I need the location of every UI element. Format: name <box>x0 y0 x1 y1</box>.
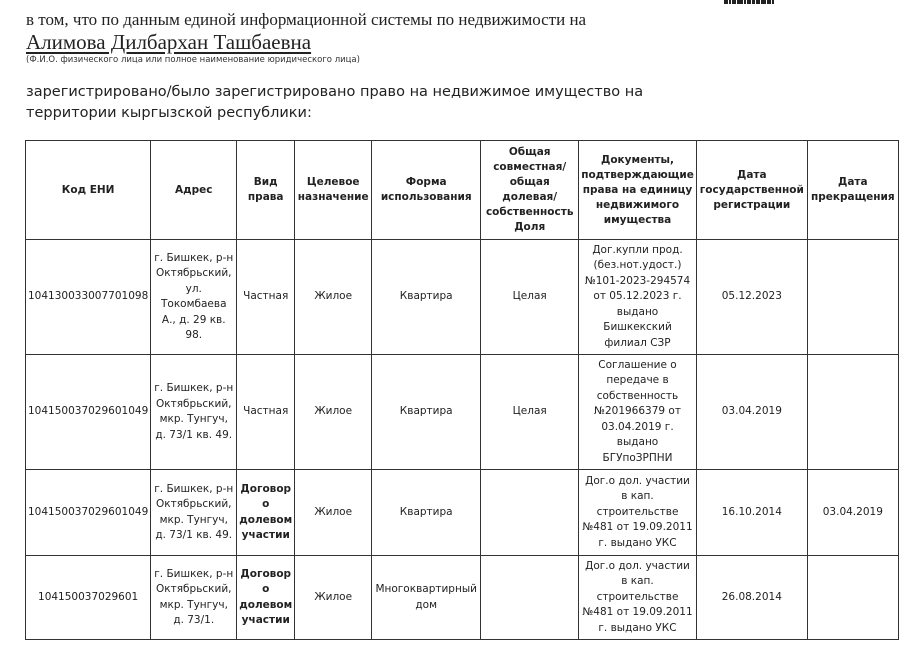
header-address: Адрес <box>151 141 237 240</box>
registration-statement: зарегистрировано/было зарегистрировано право на недвижимое имущество на территории кыргызской республики: <box>26 84 644 121</box>
intro-text: в том, что по данным единой информационной системы по недвижимости на <box>26 10 587 29</box>
property-table <box>25 140 899 640</box>
cell-address: г. Бишкек, р-н Октябрьский, мкр. Тунгуч, д. 73/1 кв. 49. <box>151 355 237 470</box>
cell-reg-date: 16.10.2014 <box>696 470 807 556</box>
cell-end-date <box>807 240 898 355</box>
header-documents: Документы, подтверждающие права на единицу недвижимого имущества <box>579 141 697 240</box>
cell-address: г. Бишкек, р-н Октябрьский, мкр. Тунгуч, д. 73/1. <box>151 556 237 640</box>
cell-documents: Соглашение о передаче в собственность №201966379 от 03.04.2019 г. выдано БГУпоЗРПНИ <box>579 355 697 470</box>
header-end-date: Дата прекращения <box>807 141 898 240</box>
cell-documents: Дог.купли прод. (без.нот.удост.) №101-2023-294574 от 05.12.2023 г. выдано Бишкекский филиал СЗР <box>579 240 697 355</box>
cell-documents: Дог.о дол. участии в кап. строительстве №481 от 19.09.2011 г. выдано УКС <box>579 470 697 556</box>
cell-end-date <box>807 355 898 470</box>
table-row <box>26 470 899 556</box>
cell-purpose: Жилое <box>295 355 372 470</box>
cell-code: 104130033007701098 <box>26 240 151 355</box>
cell-ownership <box>481 556 579 640</box>
cell-right-type: Договор о долевом участии <box>237 470 295 556</box>
cell-end-date: 03.04.2019 <box>807 470 898 556</box>
cell-usage: Многоквартирный дом <box>372 556 481 640</box>
header-reg-date: Дата государственной регистрации <box>696 141 807 240</box>
header-ownership: Общая совместная/ общая долевая/ собственность Доля <box>481 141 579 240</box>
header-purpose: Целевое назначение <box>295 141 372 240</box>
cell-usage: Квартира <box>372 470 481 556</box>
table-header-row <box>26 141 899 240</box>
cell-reg-date: 03.04.2019 <box>696 355 807 470</box>
qr-code-fragment <box>724 0 790 8</box>
table-row <box>26 240 899 355</box>
header-code: Код ЕНИ <box>26 141 151 240</box>
cell-ownership <box>481 470 579 556</box>
table-row <box>26 355 899 470</box>
cell-purpose: Жилое <box>295 470 372 556</box>
owner-name-caption: (Ф.И.О. физического лица или полное наименование юридического лица) <box>26 55 360 65</box>
cell-code: 104150037029601 <box>26 556 151 640</box>
cell-purpose: Жилое <box>295 556 372 640</box>
cell-right-type: Договор о долевом участии <box>237 556 295 640</box>
owner-name: Алимова Дилбархан Ташбаевна <box>26 30 312 54</box>
cell-right-type: Частная <box>237 240 295 355</box>
table-row <box>26 556 899 640</box>
cell-address: г. Бишкек, р-н Октябрьский, мкр. Тунгуч, д. 73/1 кв. 49. <box>151 470 237 556</box>
cell-ownership: Целая <box>481 355 579 470</box>
cell-reg-date: 26.08.2014 <box>696 556 807 640</box>
cell-address: г. Бишкек, р-н Октябрьский, ул. Токомбаева А., д. 29 кв. 98. <box>151 240 237 355</box>
cell-code: 104150037029601049 <box>26 355 151 470</box>
cell-reg-date: 05.12.2023 <box>696 240 807 355</box>
header-right-type: Вид права <box>237 141 295 240</box>
cell-usage: Квартира <box>372 240 481 355</box>
cell-documents: Дог.о дол. участии в кап. строительстве №481 от 19.09.2011 г. выдано УКС <box>579 556 697 640</box>
cell-usage: Квартира <box>372 355 481 470</box>
cell-code: 104150037029601049 <box>26 470 151 556</box>
cell-ownership: Целая <box>481 240 579 355</box>
cell-end-date <box>807 556 898 640</box>
header-usage: Форма использования <box>372 141 481 240</box>
cell-right-type: Частная <box>237 355 295 470</box>
cell-purpose: Жилое <box>295 240 372 355</box>
